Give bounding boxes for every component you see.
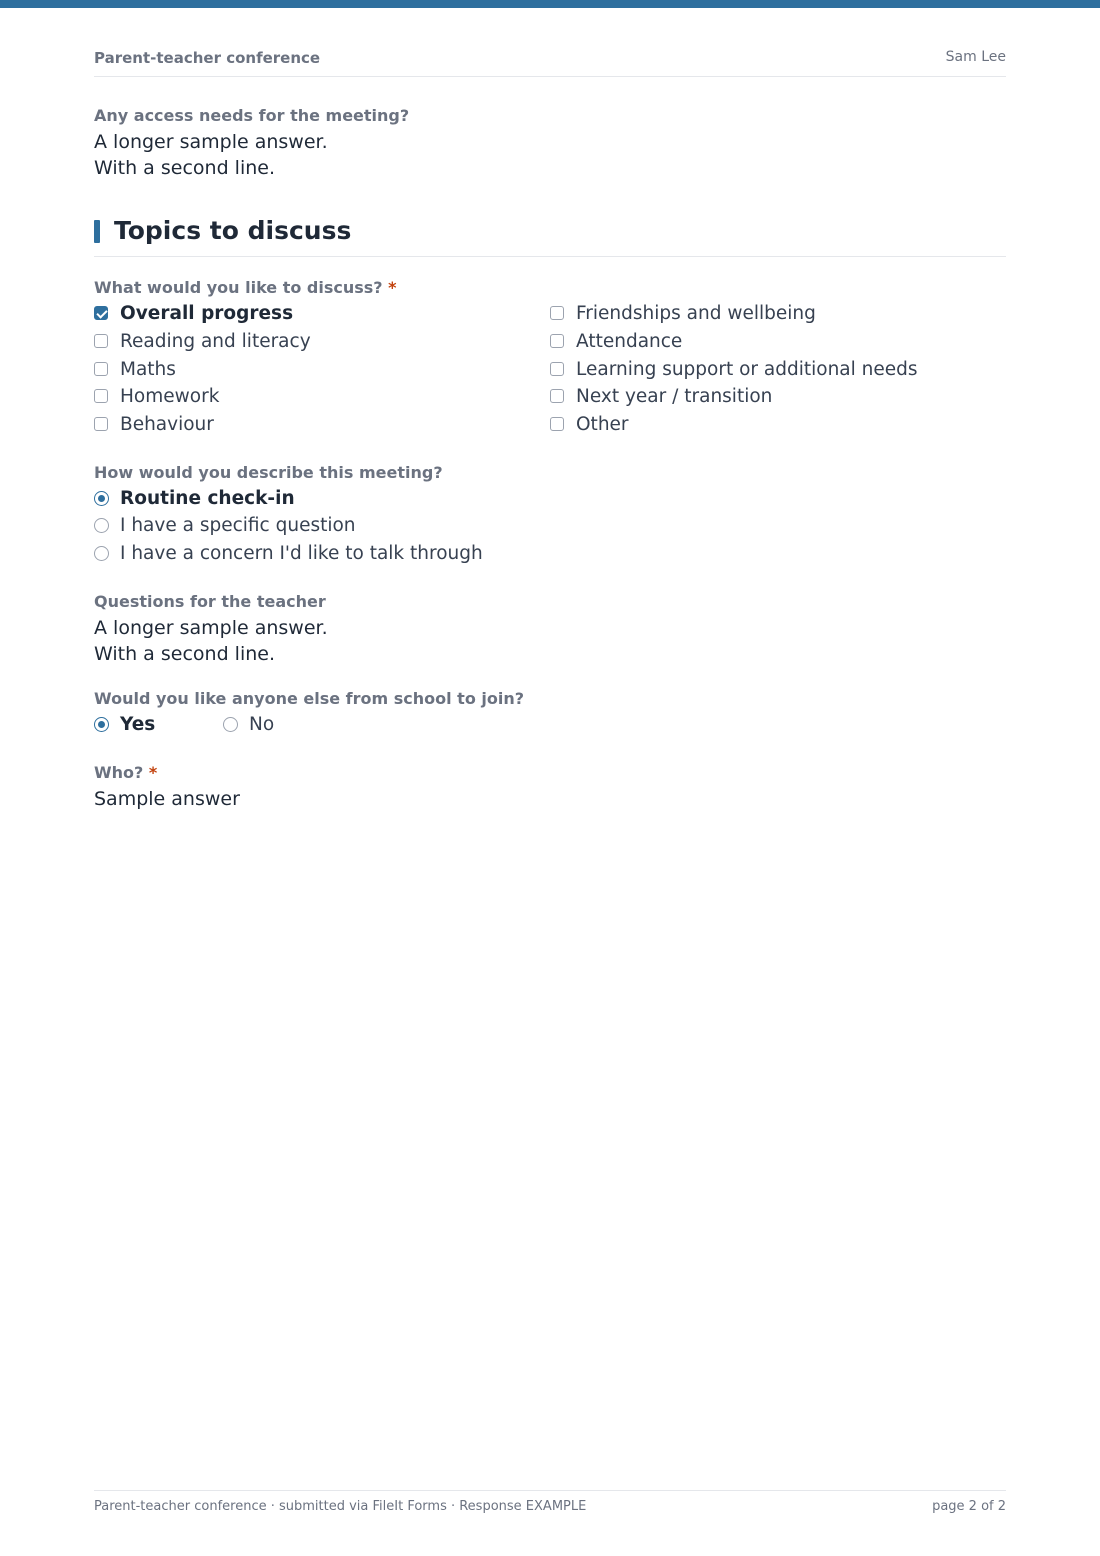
radio-label: I have a concern I'd like to talk through — [120, 543, 483, 564]
topics-label-text: What would you like to discuss? — [94, 278, 383, 297]
checkbox-icon[interactable] — [94, 389, 108, 403]
radio-icon[interactable] — [94, 518, 109, 533]
topics-label — [94, 278, 397, 297]
checkbox-label: Next year / transition — [576, 386, 773, 407]
checkbox-label: Overall progress — [120, 303, 294, 324]
page-footer — [94, 1490, 1006, 1521]
access-needs-answer — [94, 129, 328, 181]
checkbox-label: Attendance — [576, 331, 683, 352]
meeting-type-label: How would you describe this meeting? — [94, 463, 443, 482]
radio-label: Routine check-in — [120, 488, 295, 509]
checkbox-label: Homework — [120, 386, 220, 407]
checkbox-icon[interactable] — [550, 306, 564, 320]
checkbox-label: Maths — [120, 359, 176, 380]
checkbox-icon[interactable] — [550, 334, 564, 348]
who-label-text: Who? — [94, 763, 144, 782]
required-marker: * — [148, 763, 158, 782]
radio-label: No — [249, 714, 275, 735]
checkbox-icon[interactable] — [94, 334, 108, 348]
answer-line: Sample answer — [94, 788, 240, 810]
checkbox-icon[interactable] — [94, 417, 108, 431]
radio-selected-icon[interactable] — [94, 717, 109, 732]
section-accent-bar — [94, 220, 100, 243]
questions-label: Questions for the teacher — [94, 592, 326, 611]
checkbox-icon[interactable] — [94, 362, 108, 376]
page-number: page 2 of 2 — [932, 1499, 1006, 1514]
radio-icon[interactable] — [94, 546, 109, 561]
form-title: Parent-teacher conference — [94, 49, 321, 67]
who-answer — [94, 786, 240, 812]
page-header — [94, 48, 1006, 77]
answer-line: A longer sample answer. — [94, 617, 328, 639]
checkbox-label: Reading and literacy — [120, 331, 311, 352]
top-accent-bar — [0, 0, 1100, 8]
checkbox-checked-icon[interactable] — [94, 306, 108, 320]
respondent-name: Sam Lee — [945, 49, 1006, 65]
footer-info: Parent-teacher conference · submitted via FileIt Forms · Response EXAMPLE — [94, 1499, 587, 1514]
who-label — [94, 763, 157, 782]
checkbox-label: Other — [576, 414, 629, 435]
radio-icon[interactable] — [223, 717, 238, 732]
answer-line: With a second line. — [94, 643, 275, 665]
access-needs-label: Any access needs for the meeting? — [94, 106, 410, 125]
answer-line: A longer sample answer. — [94, 131, 328, 153]
radio-label: Yes — [120, 714, 156, 735]
checkbox-icon[interactable] — [550, 362, 564, 376]
questions-answer — [94, 615, 328, 667]
radio-label: I have a specific question — [120, 515, 356, 536]
required-marker: * — [388, 278, 397, 297]
checkbox-label: Learning support or additional needs — [576, 359, 918, 380]
others-join-label: Would you like anyone else from school to join? — [94, 689, 525, 708]
checkbox-icon[interactable] — [550, 389, 564, 403]
radio-selected-icon[interactable] — [94, 491, 109, 506]
section-header — [94, 216, 1006, 257]
checkbox-label: Friendships and wellbeing — [576, 303, 816, 324]
answer-line: With a second line. — [94, 157, 275, 179]
checkbox-icon[interactable] — [550, 417, 564, 431]
section-title: Topics to discuss — [114, 216, 352, 245]
checkbox-label: Behaviour — [120, 414, 214, 435]
